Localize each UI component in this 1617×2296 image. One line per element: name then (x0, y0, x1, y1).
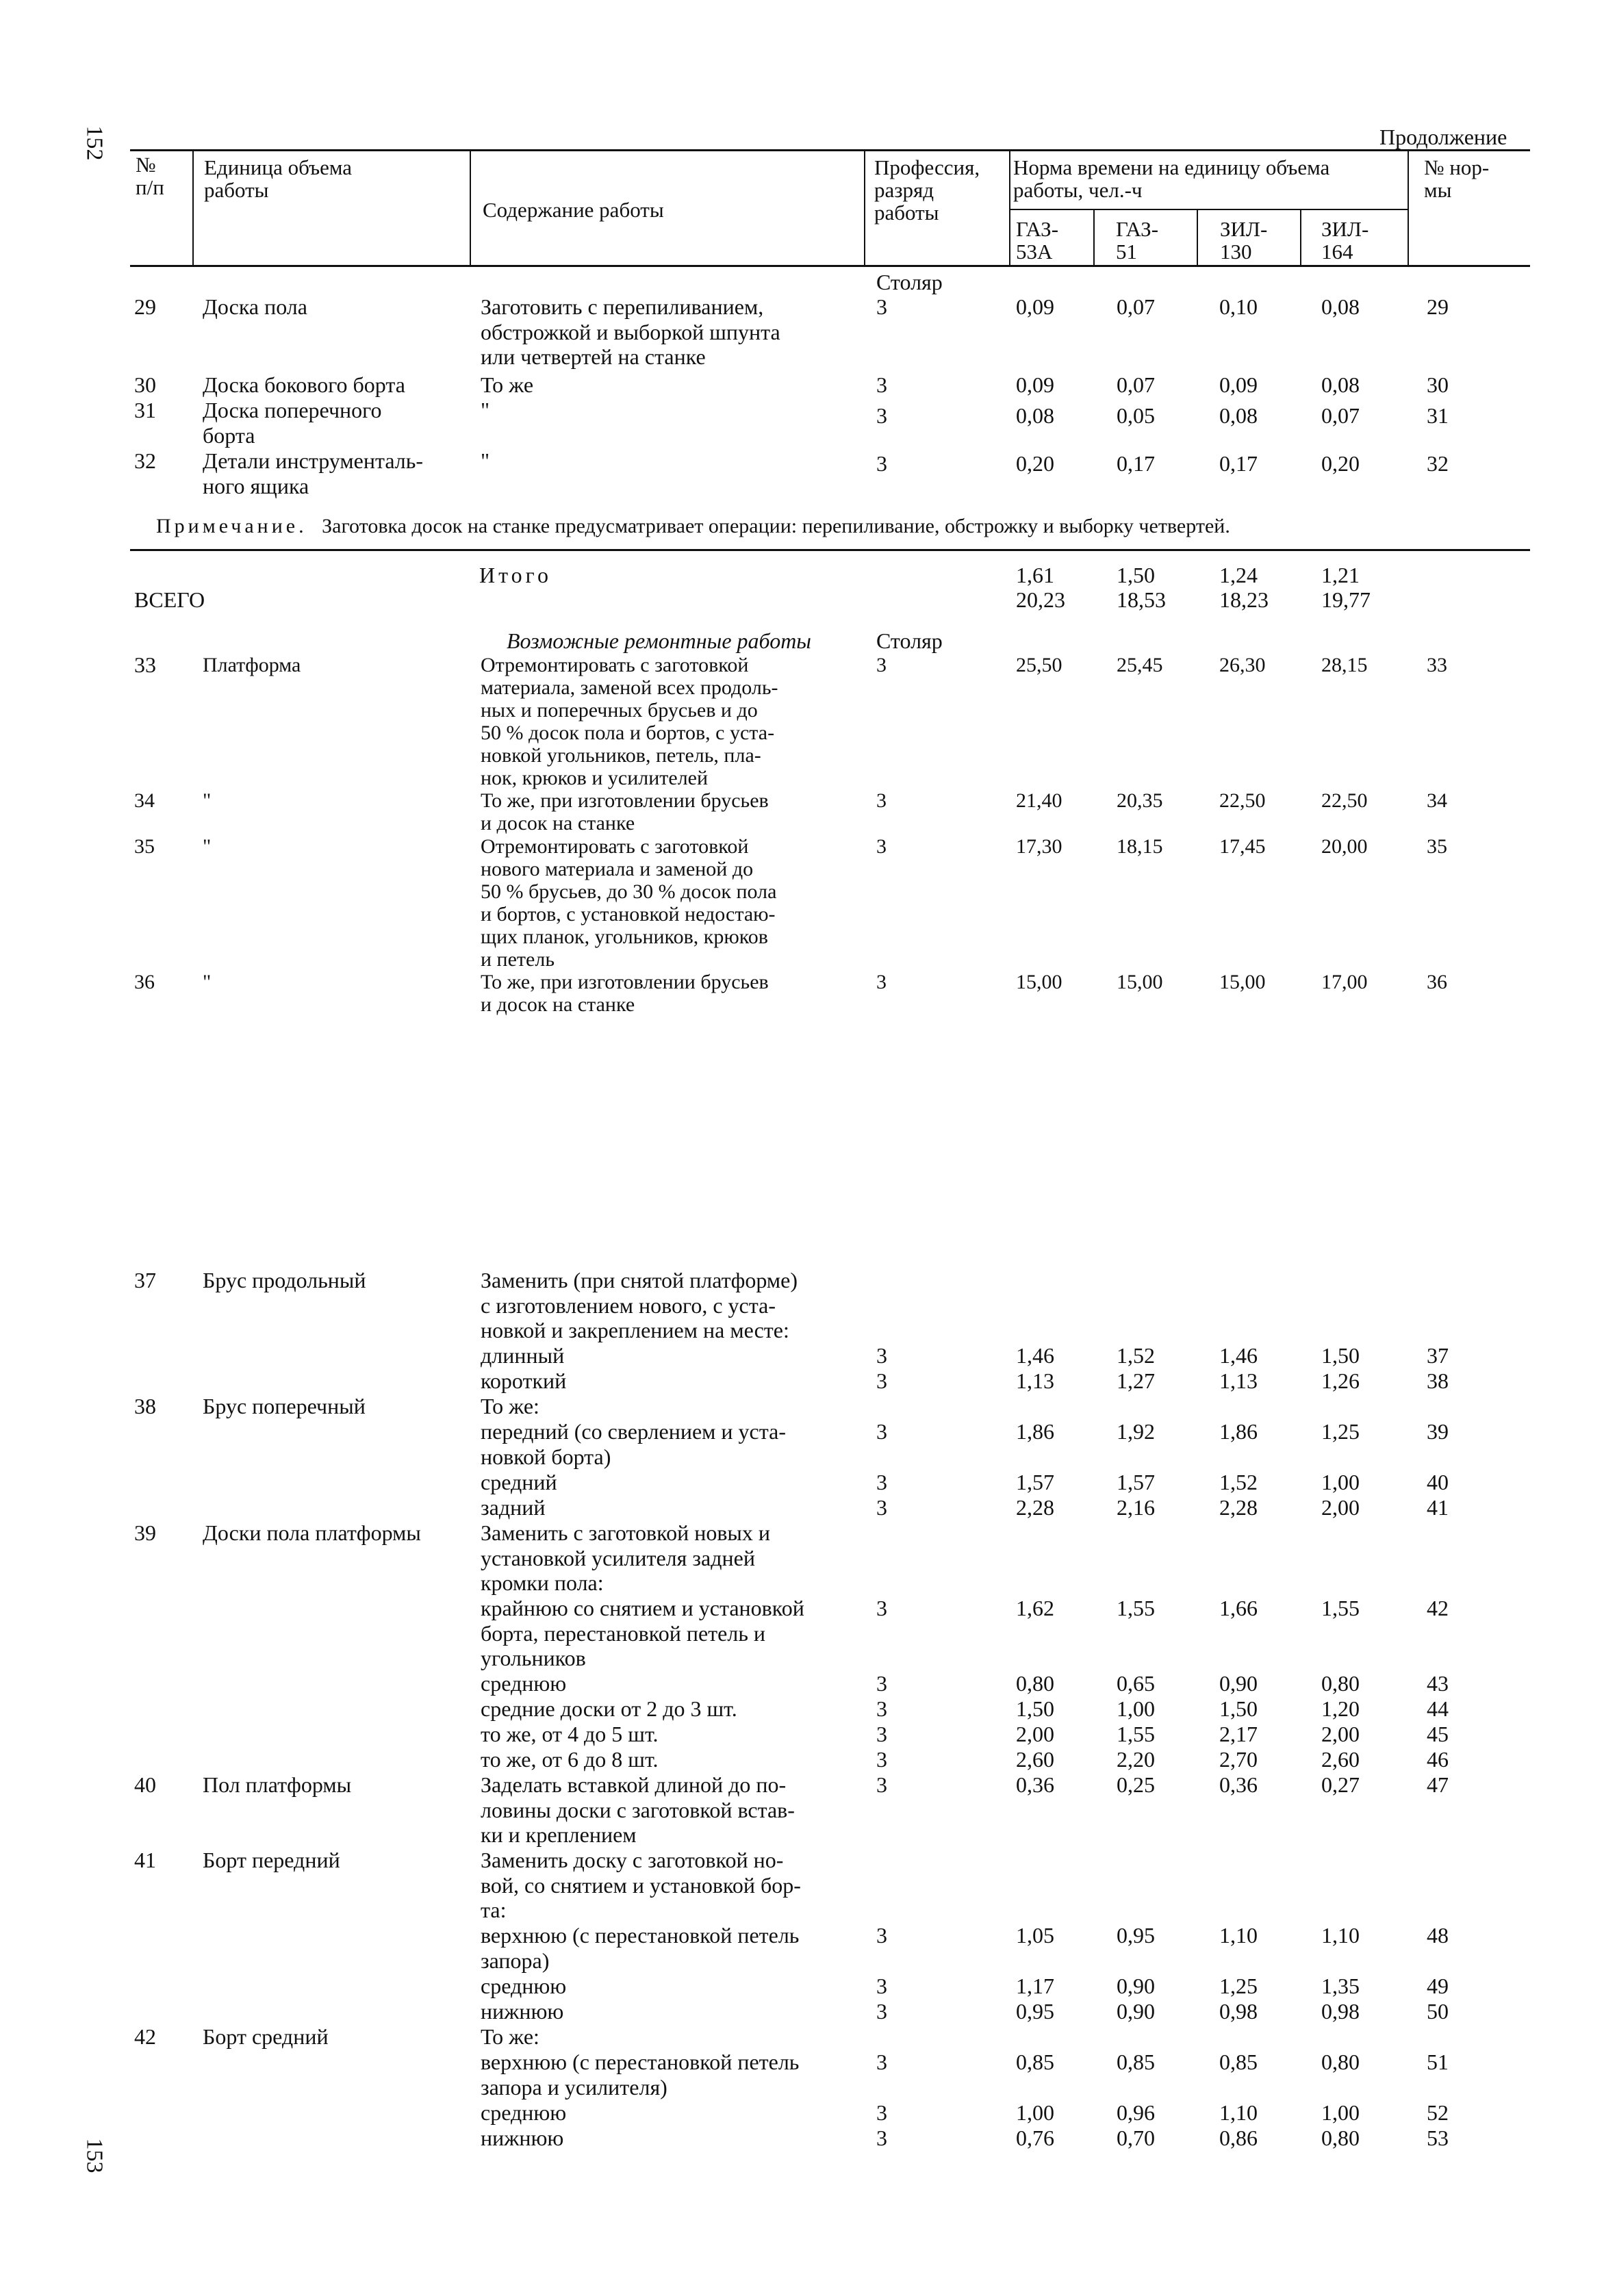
header-model-zil164: ЗИЛ- 164 (1321, 217, 1369, 264)
note (156, 515, 1230, 538)
note-text: Заготовка досок на станке предусматривает операции: перепиливание, обстрожку и выборку четвертей. (322, 515, 1230, 537)
header-bottom-rule (130, 265, 1530, 267)
header-model-gaz53a: ГАЗ- 53А (1016, 217, 1059, 264)
header-profession: Профессия, разряд работы (874, 155, 980, 225)
header-vline-4 (1009, 149, 1010, 266)
header-top-rule (130, 149, 1530, 151)
header-content: Содержание работы (483, 198, 664, 222)
header-vline-2 (470, 149, 471, 266)
header-norm-no: № нор- мы (1424, 155, 1490, 202)
top-profession: Столяр (876, 270, 943, 294)
header-norm-title: Норма времени на единицу объема работы, чел.-ч (1013, 155, 1330, 202)
header-model-zil130: ЗИЛ- 130 (1220, 217, 1268, 264)
page-number-bottom: 153 (81, 2138, 107, 2173)
header-model-gaz51: ГАЗ- 51 (1116, 217, 1159, 264)
header-vline-7 (1300, 209, 1301, 266)
header-vline-8 (1408, 149, 1409, 266)
header-vline-1 (192, 149, 194, 266)
header-num: № п/п (136, 153, 164, 199)
note-rule (130, 549, 1530, 551)
header-vline-6 (1197, 209, 1198, 266)
header-norm-rule (1009, 209, 1408, 210)
header-unit: Единица объема работы (204, 155, 353, 202)
header-vline-5 (1093, 209, 1095, 266)
page-number-top: 152 (81, 125, 107, 161)
note-label: Примечание. (156, 515, 307, 537)
continuation-label: Продолжение (1379, 125, 1507, 149)
